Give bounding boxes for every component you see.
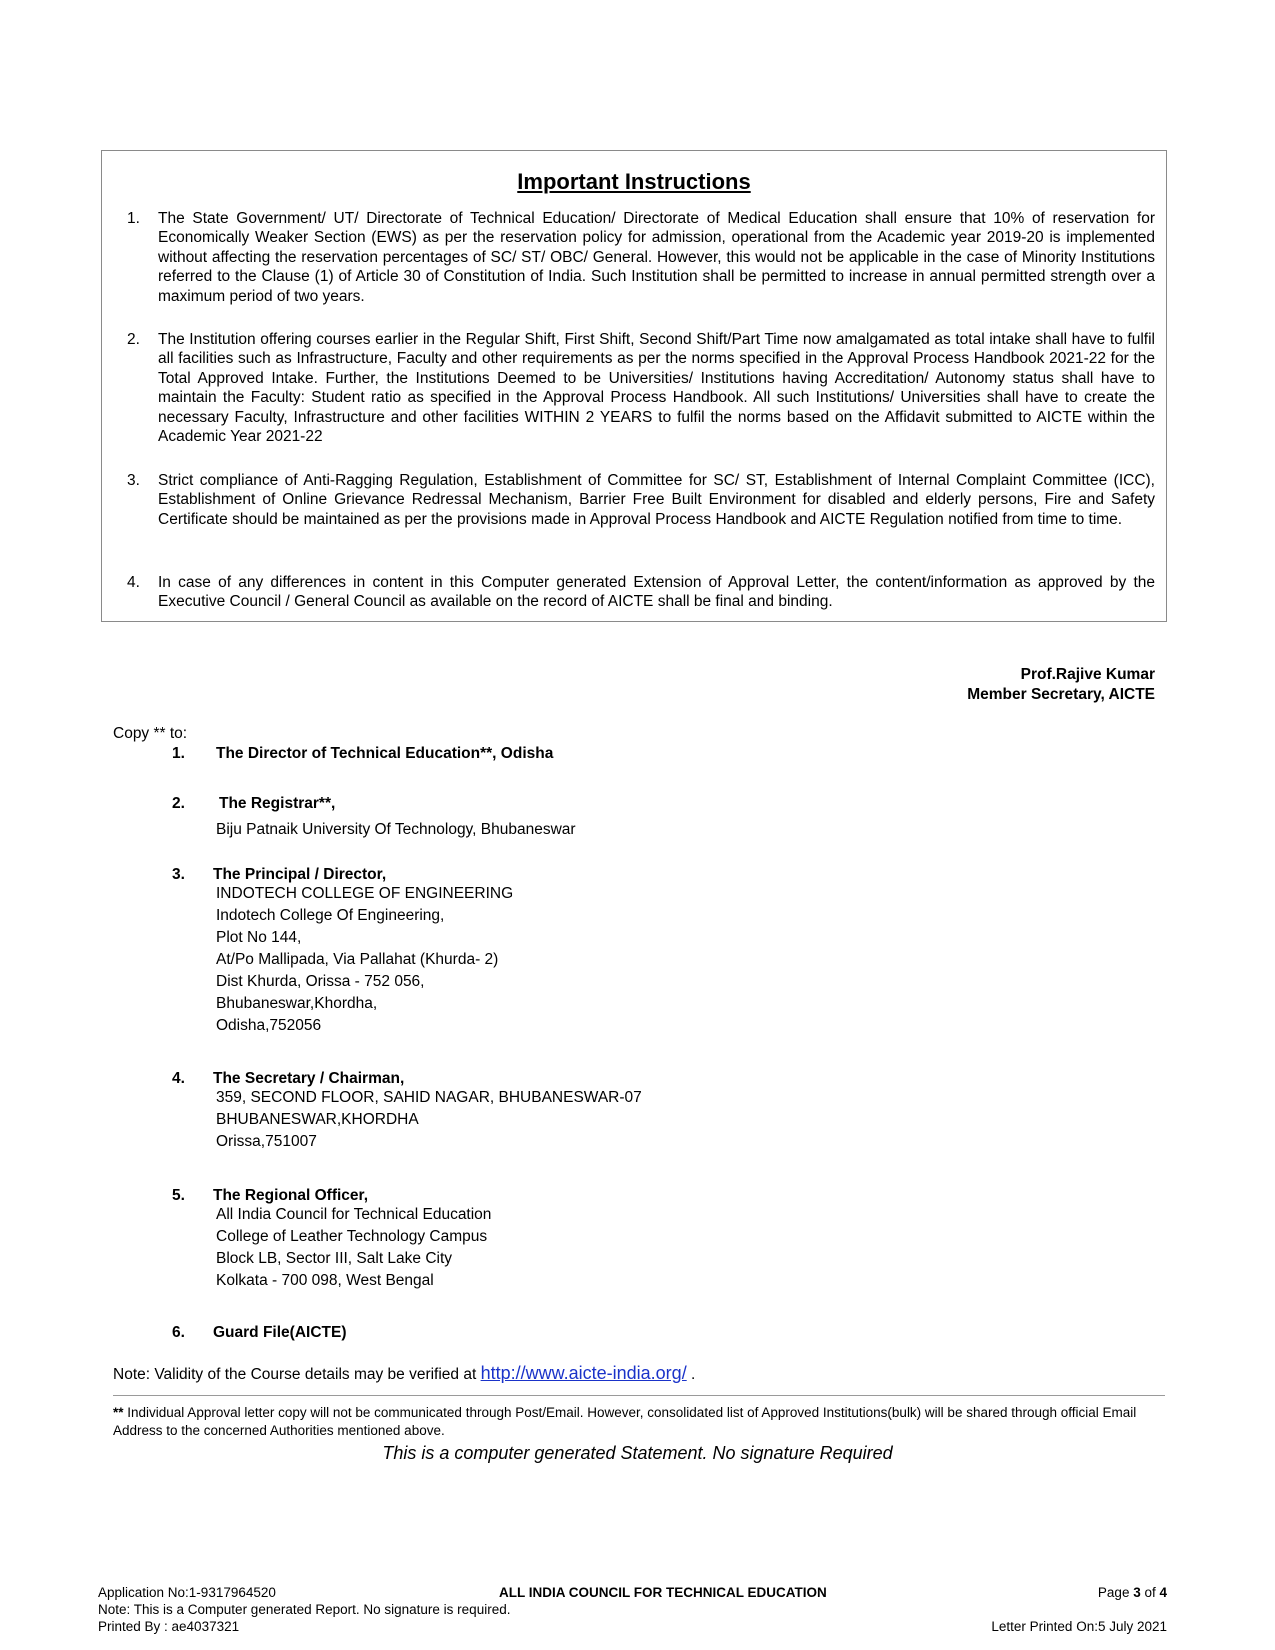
footer-page-number bbox=[1098, 1585, 1167, 1600]
page-total: 4 bbox=[1159, 1585, 1167, 1600]
instructions-box bbox=[101, 150, 1167, 622]
instruction-number: 3. bbox=[127, 472, 140, 489]
recipient-number: 3. bbox=[172, 866, 185, 883]
recipient-title: The Director of Technical Education**, Odisha bbox=[216, 745, 554, 762]
footnote-marker: ** bbox=[113, 1405, 124, 1420]
recipient-address-line: BHUBANESWAR,KHORDHA bbox=[216, 1111, 419, 1128]
instruction-text: The Institution offering courses earlier in the Regular Shift, First Shift, Second Shift/Part Time now amalgamated as total intake shall have to fulfil all facilities such as Infrastructure, Faculty and other requirements as per the norms specified in the Approval Process Handbook 2021-22 for the Total Approved Intake. Further, the Institutions Deemed to be Universities/ Institutions having Accreditation/ Autonomy status shall have to maintain the Faculty: Student ratio as specified in the Approval Process Handbook. All such Institutions/ Universities shall have to create the necessary Faculty, Infrastructure and other facilities WITHIN 2 YEARS to fulfil the norms based on the Affidavit submitted to AICTE within the Academic Year 2021-22 bbox=[158, 331, 1155, 446]
footer-printed-by: Printed By : ae4037321 bbox=[98, 1619, 240, 1634]
recipient-title: The Secretary / Chairman, bbox=[213, 1070, 405, 1087]
instruction-text: In case of any differences in content in this Computer generated Extension of Approval Letter, the content/information as approved by the Executive Council / General Council as available on the record of AICTE shall be final and binding. bbox=[158, 574, 1155, 611]
instruction-text: The State Government/ UT/ Directorate of Technical Education/ Directorate of Medical Education shall ensure that 10% of reservation for Economically Weaker Section (EWS) as per the reservation policy for admission, operational from the Academic year 2019-20 is implemented without affecting the reservation percentages of SC/ ST/ OBC/ General. However, this would not be applicable in the case of Minority Institutions referred to the Clause (1) of Article 30 of Constitution of India. Such Institution shall be permitted to increase in annual permitted strength over a maximum period of two years. bbox=[158, 210, 1155, 305]
instructions-title: Important Instructions bbox=[517, 169, 751, 194]
recipient-address-line: Kolkata - 700 098, West Bengal bbox=[216, 1272, 434, 1289]
instruction-number: 4. bbox=[127, 574, 140, 591]
page-prefix: Page bbox=[1097, 1585, 1134, 1600]
validity-note-suffix: . bbox=[686, 1366, 696, 1383]
recipient-address-line: Dist Khurda, Orissa - 752 056, bbox=[216, 973, 425, 990]
footer-application-no: Application No:1-9317964520 bbox=[98, 1585, 276, 1600]
page-current: 3 bbox=[1133, 1585, 1141, 1600]
recipient-address-line: Plot No 144, bbox=[216, 929, 302, 946]
validity-note bbox=[113, 1363, 695, 1384]
page-of: of bbox=[1140, 1585, 1160, 1600]
copy-to-label: Copy ** to: bbox=[113, 725, 188, 742]
recipient-number: 2. bbox=[172, 795, 185, 812]
recipient-address-line: Odisha,752056 bbox=[216, 1017, 322, 1034]
validity-note-text: Note: Validity of the Course details may be verified at bbox=[113, 1366, 481, 1383]
instruction-number: 2. bbox=[127, 331, 140, 348]
recipient-address-line: At/Po Mallipada, Via Pallahat (Khurda- 2) bbox=[216, 951, 499, 968]
recipient-address-line: 359, SECOND FLOOR, SAHID NAGAR, BHUBANESWAR-07 bbox=[216, 1089, 642, 1106]
footnote bbox=[113, 1404, 1163, 1439]
recipient-address-line: Bhubaneswar,Khordha, bbox=[216, 995, 378, 1012]
recipient-title: The Registrar**, bbox=[219, 795, 336, 812]
aicte-website-link[interactable]: http://www.aicte-india.org/ bbox=[480, 1363, 687, 1383]
recipient-number: 6. bbox=[172, 1324, 185, 1341]
recipient-number: 4. bbox=[172, 1070, 185, 1087]
footer-report-note: Note: This is a Computer generated Report. No signature is required. bbox=[98, 1602, 511, 1617]
recipient-title: Guard File(AICTE) bbox=[213, 1324, 347, 1341]
divider bbox=[113, 1395, 1165, 1396]
recipient-title: The Principal / Director, bbox=[213, 866, 387, 883]
footer-printed-on: Letter Printed On:5 July 2021 bbox=[991, 1619, 1167, 1634]
recipient-address-line: Biju Patnaik University Of Technology, Bhubaneswar bbox=[216, 821, 576, 838]
recipient-address-line: Block LB, Sector III, Salt Lake City bbox=[216, 1250, 453, 1267]
recipient-address-line: All India Council for Technical Education bbox=[216, 1206, 492, 1223]
signatory-designation: Member Secretary, AICTE bbox=[967, 686, 1155, 703]
signatory-name: Prof.Rajive Kumar bbox=[1020, 666, 1155, 683]
recipient-title: The Regional Officer, bbox=[213, 1187, 369, 1204]
recipient-number: 5. bbox=[172, 1187, 185, 1204]
footnote-text: Individual Approval letter copy will not be communicated through Post/Email. However, consolidated list of Approved Institutions(bulk) will be shared through official Email Address to the concerned Authorities mentioned above. bbox=[113, 1405, 1137, 1438]
instruction-text: Strict compliance of Anti-Ragging Regulation, Establishment of Committee for SC/ ST, Establishment of Internal Complaint Committee (ICC), Establishment of Online Grievance Redressal Mechanism, Barrier Free Built Environment for disabled and elderly persons, Fire and Safety Certificate should be maintained as per the provisions made in Approval Process Handbook and AICTE Regulation notified from time to time. bbox=[158, 472, 1155, 528]
recipient-address-line: INDOTECH COLLEGE OF ENGINEERING bbox=[216, 885, 514, 902]
recipient-address-line: Orissa,751007 bbox=[216, 1133, 317, 1150]
recipient-address-line: College of Leather Technology Campus bbox=[216, 1228, 488, 1245]
recipient-address-line: Indotech College Of Engineering, bbox=[216, 907, 445, 924]
instruction-number: 1. bbox=[127, 210, 140, 227]
footer-organization: ALL INDIA COUNCIL FOR TECHNICAL EDUCATION bbox=[499, 1585, 827, 1600]
computer-generated-statement: This is a computer generated Statement. No signature Required bbox=[382, 1443, 893, 1463]
recipient-number: 1. bbox=[172, 745, 185, 762]
